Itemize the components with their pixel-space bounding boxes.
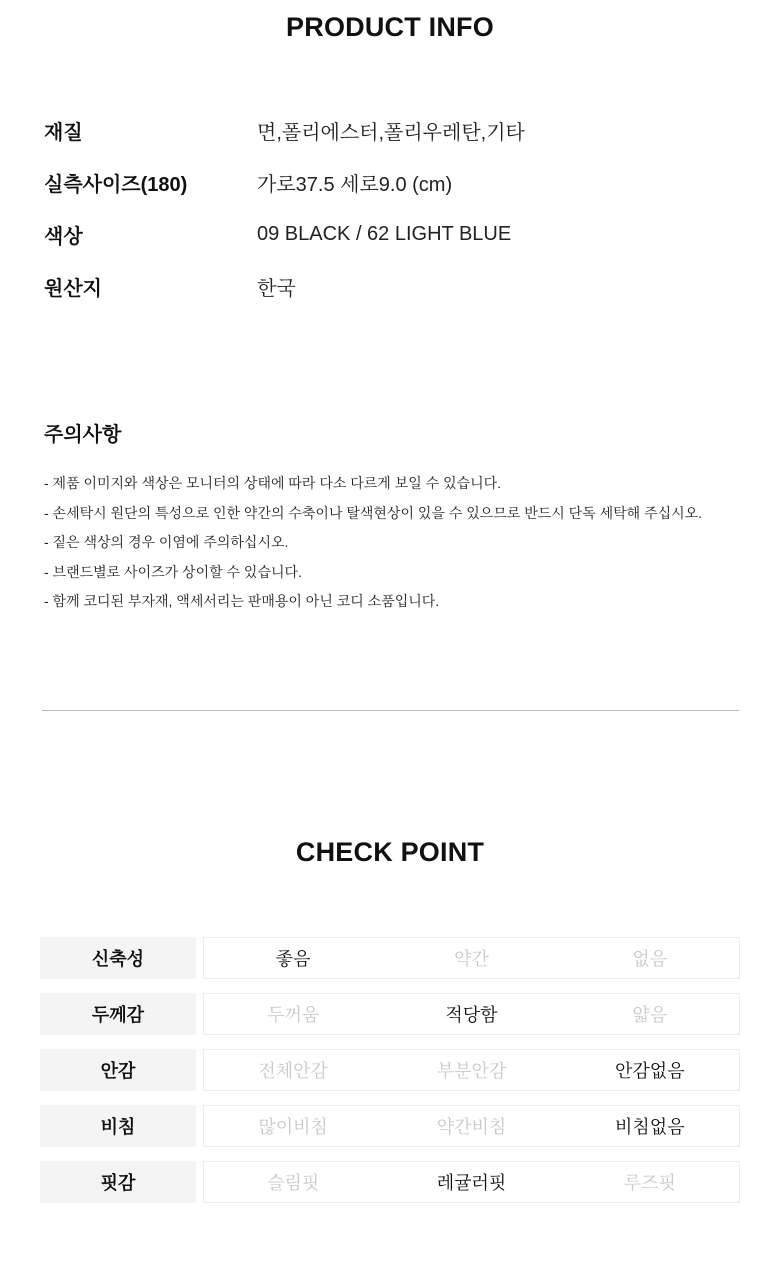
check-label: 두께감 [40, 993, 196, 1035]
notice-list [44, 473, 702, 621]
check-point-table [40, 937, 740, 1217]
info-row-size [44, 156, 744, 208]
check-row-lining [40, 1049, 740, 1091]
notice-item: - 제품 이미지와 색상은 모니터의 상태에 따라 다소 다르게 보일 수 있습니다. [44, 475, 502, 491]
check-label: 비침 [40, 1105, 196, 1147]
check-option: 얇음 [632, 1005, 668, 1025]
check-row-elasticity [40, 937, 740, 979]
notice-item: - 손세탁시 원단의 특성으로 인한 약간의 수축이나 탈색현상이 있을 수 있으므로 반드시 단독 세탁해 주십시오. [44, 504, 703, 521]
info-label: 실측사이즈(180) [44, 173, 188, 196]
notice-item: - 브랜드별로 사이즈가 상이할 수 있습니다. [44, 563, 302, 580]
check-option-selected: 레귤러핏 [436, 1173, 507, 1193]
section-divider [42, 710, 739, 711]
check-label: 신축성 [40, 937, 196, 979]
info-label: 재질 [44, 121, 83, 144]
check-option: 루즈핏 [623, 1173, 676, 1193]
check-options [203, 1049, 740, 1091]
check-label: 핏감 [40, 1161, 196, 1203]
check-options [203, 1105, 740, 1147]
info-value: 면,폴리에스터,폴리우레탄,기타 [257, 121, 525, 144]
check-option: 부분안감 [436, 1061, 507, 1081]
check-option-selected: 적당함 [445, 1005, 498, 1025]
info-value: 한국 [257, 277, 296, 300]
notice-heading: 주의사항 [44, 424, 122, 446]
check-option: 전체안감 [258, 1061, 328, 1081]
check-options [203, 1161, 740, 1203]
notice-item: - 함께 코디된 부자재, 액세서리는 판매용이 아닌 코디 소품입니다. [44, 593, 440, 609]
check-row-sheerness [40, 1105, 740, 1147]
info-row-material [44, 104, 744, 156]
check-option: 슬림핏 [267, 1173, 320, 1193]
product-info-title: PRODUCT INFO [286, 12, 494, 42]
info-row-color [44, 208, 744, 260]
check-row-thickness [40, 993, 740, 1035]
check-option-selected: 좋음 [275, 949, 311, 969]
check-point-title: CHECK POINT [295, 837, 485, 867]
check-option: 약간비침 [436, 1117, 507, 1137]
check-option: 두꺼움 [267, 1005, 320, 1025]
product-info-table [44, 104, 744, 312]
notice-item: - 짙은 색상의 경우 이염에 주의하십시오. [44, 534, 289, 550]
info-label: 색상 [44, 225, 83, 248]
check-options [203, 937, 740, 979]
info-label: 원산지 [44, 277, 102, 300]
check-row-fit [40, 1161, 740, 1203]
check-option: 없음 [632, 949, 668, 969]
check-options [203, 993, 740, 1035]
check-option: 약간 [454, 949, 489, 969]
check-option: 많이비침 [258, 1117, 328, 1137]
info-row-origin [44, 260, 744, 312]
check-option-selected: 비침없음 [615, 1117, 685, 1137]
info-value: 가로37.5 세로9.0 (cm) [257, 173, 453, 196]
check-label: 안감 [40, 1049, 196, 1091]
info-value: 09 BLACK / 62 LIGHT BLUE [257, 222, 512, 245]
check-option-selected: 안감없음 [615, 1061, 685, 1081]
